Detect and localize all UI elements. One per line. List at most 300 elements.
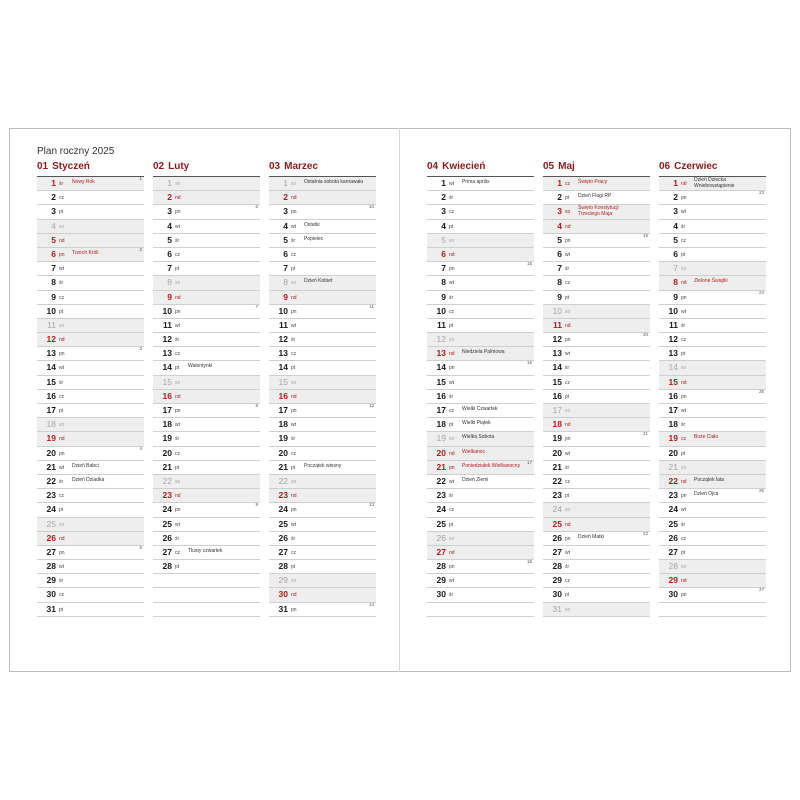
day-row[interactable] (153, 291, 260, 305)
day-number: 1 (557, 178, 562, 188)
day-row[interactable] (153, 347, 260, 361)
day-row[interactable] (269, 574, 376, 588)
day-row[interactable] (427, 588, 534, 602)
weekday-label: pt (59, 507, 64, 514)
week-number: 11 (369, 303, 374, 309)
week-number: 15 (526, 261, 532, 267)
day-row[interactable] (153, 220, 260, 234)
day-number: 13 (668, 348, 678, 359)
weekday-label: wt (291, 521, 296, 528)
day-row[interactable] (153, 376, 260, 390)
weekday-label: pn (291, 308, 297, 315)
day-row[interactable] (269, 532, 376, 546)
weekday-label: pn (175, 308, 181, 315)
day-row[interactable] (659, 560, 766, 574)
day-row[interactable] (659, 333, 766, 347)
weekday-label: so (681, 564, 687, 571)
day-row[interactable] (659, 432, 766, 446)
day-row[interactable] (37, 432, 144, 446)
day-row[interactable] (427, 489, 534, 503)
day-row[interactable] (153, 333, 260, 347)
weekday-label: pt (565, 493, 570, 500)
day-row[interactable] (659, 574, 766, 588)
day-row[interactable] (37, 220, 144, 234)
day-row[interactable] (659, 262, 766, 276)
day-row[interactable] (659, 418, 766, 432)
day-row[interactable] (427, 461, 534, 475)
day-number: 11 (163, 319, 172, 330)
event-label: Boże Ciało (694, 434, 719, 441)
day-number: 5 (167, 234, 172, 245)
weekday-label: nd (565, 322, 571, 329)
day-row[interactable] (269, 376, 376, 390)
day-number: 16 (552, 390, 562, 401)
day-row[interactable] (659, 248, 766, 262)
day-row[interactable] (659, 305, 766, 319)
day-row[interactable] (269, 234, 376, 248)
day-row[interactable] (269, 588, 376, 602)
day-row[interactable] (269, 262, 376, 276)
day-row[interactable] (153, 546, 260, 560)
day-row[interactable] (269, 447, 376, 461)
day-row[interactable] (543, 347, 650, 361)
weekday-label: so (175, 478, 181, 485)
day-row[interactable] (37, 546, 144, 560)
day-row[interactable] (659, 503, 766, 517)
day-row[interactable] (427, 574, 534, 588)
weekday-label: so (175, 181, 181, 187)
day-number: 8 (557, 277, 562, 288)
day-row[interactable] (269, 319, 376, 333)
day-row[interactable] (659, 177, 766, 191)
day-row[interactable] (269, 418, 376, 432)
day-row[interactable] (427, 390, 534, 404)
weekday-label: cz (565, 181, 570, 187)
weekday-label: cz (291, 450, 296, 457)
day-row[interactable] (543, 475, 650, 489)
day-row[interactable] (659, 220, 766, 234)
day-row[interactable] (153, 588, 260, 602)
day-number: 14 (46, 362, 56, 373)
day-row[interactable] (427, 248, 534, 262)
day-row[interactable] (543, 432, 650, 446)
day-number: 2 (441, 192, 446, 203)
day-row[interactable] (543, 319, 650, 333)
day-row[interactable] (269, 177, 376, 191)
day-row[interactable] (659, 518, 766, 532)
day-number: 28 (278, 561, 288, 572)
day-row[interactable] (543, 404, 650, 418)
week-number: 26 (758, 488, 764, 494)
day-row[interactable] (269, 361, 376, 375)
day-row[interactable] (427, 546, 534, 560)
day-row[interactable] (153, 461, 260, 475)
month-number: 04 (427, 161, 439, 172)
weekday-label: nd (175, 493, 181, 500)
day-row[interactable] (543, 546, 650, 560)
weekday-label: so (291, 379, 297, 386)
day-row[interactable] (543, 390, 650, 404)
day-number: 27 (46, 546, 56, 557)
day-row[interactable] (543, 503, 650, 517)
day-row[interactable] (427, 220, 534, 234)
day-row[interactable] (543, 205, 650, 219)
month-name: Maj (558, 161, 575, 172)
day-row[interactable] (153, 390, 260, 404)
day-number: 25 (46, 518, 56, 529)
day-row[interactable] (37, 205, 144, 219)
day-row[interactable] (153, 560, 260, 574)
day-row[interactable] (427, 432, 534, 446)
day-number: 19 (46, 433, 56, 444)
day-row[interactable] (427, 319, 534, 333)
day-row[interactable] (37, 418, 144, 432)
event-label: Dzień Kobiet (304, 278, 333, 285)
month-name: Styczeń (52, 161, 90, 172)
day-row[interactable] (543, 248, 650, 262)
day-row[interactable] (659, 319, 766, 333)
day-number: 26 (162, 532, 172, 543)
day-number: 2 (167, 192, 172, 203)
day-row[interactable] (153, 532, 260, 546)
day-row[interactable] (37, 390, 144, 404)
day-row[interactable] (153, 248, 260, 262)
day-row[interactable] (659, 390, 766, 404)
day-row[interactable] (427, 532, 534, 546)
day-row[interactable] (37, 276, 144, 290)
day-number: 23 (162, 490, 172, 501)
day-row[interactable] (153, 361, 260, 375)
weekday-label: śr (59, 578, 64, 585)
day-row[interactable] (659, 461, 766, 475)
day-row[interactable] (659, 191, 766, 205)
day-row[interactable] (543, 333, 650, 347)
day-row[interactable] (37, 248, 144, 262)
day-number: 4 (557, 220, 562, 231)
day-row[interactable] (659, 532, 766, 546)
day-row[interactable] (427, 177, 534, 191)
day-row[interactable] (269, 432, 376, 446)
day-row[interactable] (659, 276, 766, 290)
day-row[interactable] (37, 447, 144, 461)
weekday-label: pt (449, 422, 454, 429)
event-label: Walentynki (188, 363, 213, 370)
day-row[interactable] (153, 262, 260, 276)
day-row[interactable] (427, 447, 534, 461)
day-row[interactable] (153, 503, 260, 517)
day-row[interactable] (543, 191, 650, 205)
day-row[interactable] (659, 546, 766, 560)
day-row[interactable] (427, 418, 534, 432)
day-number: 22 (668, 475, 678, 486)
weekday-label: cz (175, 450, 180, 457)
day-row[interactable] (37, 588, 144, 602)
day-row[interactable] (37, 305, 144, 319)
week-number: 25 (758, 388, 764, 394)
day-number: 24 (278, 504, 288, 515)
day-row[interactable] (153, 276, 260, 290)
day-row[interactable] (269, 560, 376, 574)
day-row[interactable] (37, 489, 144, 503)
day-row[interactable] (659, 404, 766, 418)
day-number: 6 (283, 248, 288, 259)
day-row[interactable] (427, 404, 534, 418)
day-number: 11 (47, 319, 56, 330)
day-row[interactable] (543, 262, 650, 276)
day-row[interactable] (269, 305, 376, 319)
day-row[interactable] (427, 305, 534, 319)
day-row[interactable] (153, 475, 260, 489)
day-row[interactable] (659, 475, 766, 489)
day-row[interactable] (37, 191, 144, 205)
day-row[interactable] (269, 546, 376, 560)
day-row[interactable] (427, 518, 534, 532)
day-row[interactable] (37, 503, 144, 517)
day-number: 16 (668, 390, 678, 401)
day-row[interactable] (153, 319, 260, 333)
day-row[interactable] (37, 603, 144, 617)
weekday-label: śr (175, 337, 180, 344)
weekday-label: so (565, 209, 571, 216)
day-row[interactable] (269, 291, 376, 305)
day-number: 24 (436, 504, 446, 515)
day-row[interactable] (543, 489, 650, 503)
day-row[interactable] (153, 205, 260, 219)
day-row[interactable] (543, 574, 650, 588)
day-row[interactable] (153, 518, 260, 532)
day-row[interactable] (659, 347, 766, 361)
day-row[interactable] (427, 234, 534, 248)
day-row[interactable] (659, 376, 766, 390)
day-row[interactable] (427, 276, 534, 290)
day-row[interactable] (427, 560, 534, 574)
day-row[interactable] (269, 603, 376, 617)
day-row[interactable] (427, 191, 534, 205)
day-row[interactable] (269, 333, 376, 347)
day-row[interactable] (37, 234, 144, 248)
event-label: Wielki Piątek (462, 420, 491, 427)
day-row[interactable] (659, 603, 766, 617)
day-row[interactable] (543, 532, 650, 546)
day-row[interactable] (153, 489, 260, 503)
day-number: 20 (668, 447, 678, 458)
day-row[interactable] (659, 361, 766, 375)
day-row[interactable] (269, 347, 376, 361)
day-row[interactable] (427, 361, 534, 375)
day-number: 10 (46, 305, 56, 316)
weekday-label: wt (291, 223, 296, 230)
day-number: 4 (441, 220, 446, 231)
weekday-label: cz (175, 549, 180, 556)
day-row[interactable] (269, 220, 376, 234)
weekday-label: so (681, 464, 687, 471)
weekday-label: cz (565, 379, 570, 386)
day-number: 24 (46, 504, 56, 515)
weekday-label: pn (291, 408, 297, 414)
day-number: 24 (668, 504, 678, 515)
day-row[interactable] (427, 603, 534, 617)
weekday-label: so (59, 223, 65, 230)
day-row[interactable] (543, 518, 650, 532)
day-number: 25 (278, 518, 288, 529)
day-number: 15 (668, 376, 678, 387)
day-row[interactable] (153, 432, 260, 446)
week-number: 8 (255, 403, 258, 408)
month-number: 05 (543, 161, 555, 172)
day-row[interactable] (427, 475, 534, 489)
day-number: 2 (283, 192, 288, 203)
month-number: 02 (153, 161, 165, 172)
day-row[interactable] (269, 248, 376, 262)
weekday-label: nd (59, 535, 65, 542)
day-row[interactable] (543, 361, 650, 375)
day-row[interactable] (269, 489, 376, 503)
week-number: 14 (368, 601, 374, 607)
week-number: 12 (368, 403, 374, 408)
weekday-label: cz (681, 535, 686, 542)
weekday-label: so (291, 280, 297, 287)
day-row[interactable] (543, 177, 650, 191)
day-row[interactable] (659, 234, 766, 248)
day-row[interactable] (543, 588, 650, 602)
day-row[interactable] (543, 291, 650, 305)
weekday-label: wt (175, 422, 180, 429)
day-row[interactable] (543, 376, 650, 390)
day-row[interactable] (543, 276, 650, 290)
day-row[interactable] (153, 305, 260, 319)
day-row[interactable] (269, 518, 376, 532)
weekday-label: nd (565, 521, 571, 528)
day-row[interactable] (269, 276, 376, 290)
day-number: 20 (552, 447, 562, 458)
weekday-label: so (565, 507, 571, 514)
day-row[interactable] (543, 560, 650, 574)
month-march (269, 161, 376, 617)
day-row[interactable] (153, 603, 260, 617)
day-row[interactable] (543, 305, 650, 319)
week-number: 16 (526, 360, 532, 366)
day-row[interactable] (37, 291, 144, 305)
day-row[interactable] (37, 361, 144, 375)
day-number: 6 (673, 248, 678, 259)
day-row[interactable] (427, 333, 534, 347)
day-number: 21 (278, 461, 288, 472)
day-row[interactable] (37, 532, 144, 546)
day-row[interactable] (153, 447, 260, 461)
day-row[interactable] (37, 475, 144, 489)
day-row[interactable] (659, 447, 766, 461)
day-number: 25 (668, 518, 678, 529)
month-name: Luty (168, 161, 190, 172)
day-row[interactable] (543, 461, 650, 475)
day-number: 9 (441, 291, 446, 302)
day-row[interactable] (269, 475, 376, 489)
event-label: Popielec (304, 235, 324, 242)
weekday-label: cz (565, 478, 570, 485)
day-row[interactable] (269, 205, 376, 219)
day-number: 7 (557, 263, 562, 274)
day-row[interactable] (37, 518, 144, 532)
day-row[interactable] (37, 574, 144, 588)
day-number: 14 (668, 362, 678, 373)
day-row[interactable] (269, 390, 376, 404)
day-row[interactable] (37, 347, 144, 361)
day-row[interactable] (37, 461, 144, 475)
weekday-label: wt (449, 280, 454, 287)
day-row[interactable] (427, 503, 534, 517)
weekday-label: pn (59, 450, 65, 457)
month-header (37, 161, 144, 175)
event-label: Dzień Flagi RP (578, 193, 612, 200)
day-row[interactable] (427, 205, 534, 219)
day-row[interactable] (269, 503, 376, 517)
day-row[interactable] (269, 461, 376, 475)
day-row[interactable] (543, 603, 650, 617)
day-row[interactable] (543, 234, 650, 248)
day-row[interactable] (659, 205, 766, 219)
day-row[interactable] (37, 319, 144, 333)
day-row[interactable] (427, 347, 534, 361)
day-row[interactable] (427, 376, 534, 390)
day-row[interactable] (153, 574, 260, 588)
day-row[interactable] (153, 234, 260, 248)
day-number: 11 (437, 319, 446, 330)
week-number: 17 (526, 459, 532, 465)
day-row[interactable] (37, 560, 144, 574)
weekday-label: nd (681, 280, 687, 287)
month-header (427, 161, 534, 175)
week-number: 24 (758, 289, 764, 295)
day-row[interactable] (153, 191, 260, 205)
day-row[interactable] (543, 418, 650, 432)
day-row[interactable] (269, 404, 376, 418)
day-row[interactable] (37, 376, 144, 390)
weekday-label: wt (59, 464, 64, 471)
month-number: 01 (37, 161, 49, 172)
day-number: 9 (51, 291, 56, 302)
weekday-label: nd (59, 337, 65, 344)
weekday-label: śr (449, 195, 454, 202)
day-row[interactable] (659, 291, 766, 305)
day-row[interactable] (153, 177, 260, 191)
weekday-label: cz (681, 337, 686, 344)
day-row[interactable] (37, 404, 144, 418)
day-row[interactable] (659, 588, 766, 602)
day-number: 13 (436, 348, 446, 359)
day-row[interactable] (153, 418, 260, 432)
day-number: 14 (162, 362, 172, 373)
day-row[interactable] (37, 262, 144, 276)
event-label: Początek lata (694, 476, 725, 483)
weekday-label: pt (449, 223, 454, 230)
day-number: 3 (51, 206, 56, 217)
day-row[interactable] (37, 177, 144, 191)
weekday-label: wt (565, 251, 570, 258)
day-row[interactable] (659, 489, 766, 503)
weekday-label: so (291, 478, 297, 485)
weekday-label: wt (175, 322, 180, 329)
day-row[interactable] (269, 191, 376, 205)
event-label: Dzień Ojca (694, 491, 719, 498)
day-row[interactable] (427, 291, 534, 305)
day-row[interactable] (543, 447, 650, 461)
day-row[interactable] (37, 333, 144, 347)
day-number: 25 (162, 518, 172, 529)
day-row[interactable] (427, 262, 534, 276)
day-number: 27 (668, 546, 678, 557)
day-row[interactable] (543, 220, 650, 234)
day-row[interactable] (153, 404, 260, 418)
